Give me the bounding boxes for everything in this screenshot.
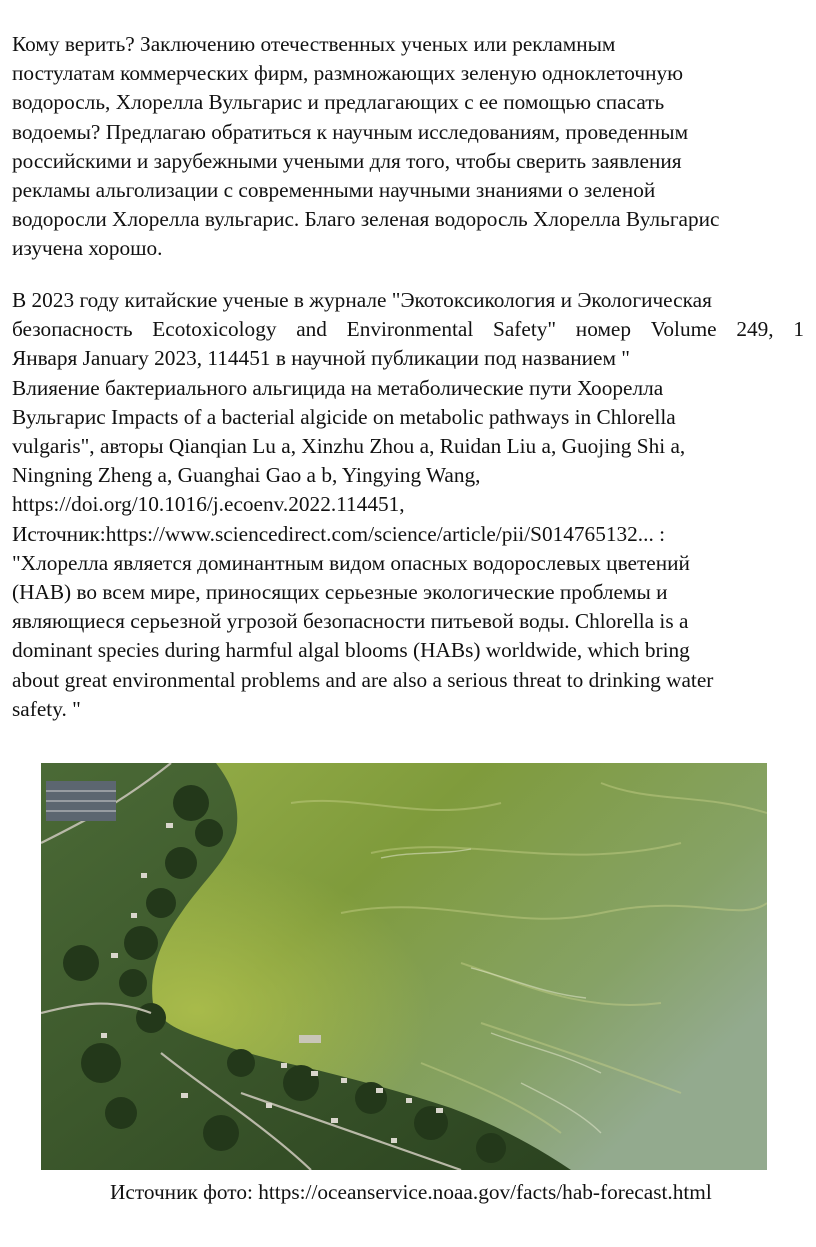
parking-lots (46, 781, 116, 821)
paragraph-line: безопасность Ecotoxicology and Environmental Safety" номер Volume 249, 1 (12, 317, 804, 342)
paragraph-line: "Хлорелла является доминантным видом опасных водорослевых цветений (12, 550, 690, 575)
pier (299, 1035, 321, 1043)
paragraph-line: about great environmental problems and are also a serious threat to drinking water (12, 667, 714, 692)
photo-caption: Источник фото: https://oceanservice.noaa.gov/facts/hab-forecast.html (110, 1180, 712, 1204)
paragraph-line: dominant species during harmful algal blooms (HABs) worldwide, which bring (12, 638, 690, 663)
paragraph-line: Января January 2023, 114451 в научной публикации под названием " (12, 346, 631, 371)
paragraph-line: постулатам коммерческих фирм, размножающих зеленую одноклеточную (12, 61, 684, 86)
paragraph-citation (12, 286, 804, 724)
paragraph-line: являющиеся серьезной угрозой безопасности питьевой воды. Chlorella is a (12, 609, 689, 634)
doi-link: https://doi.org/10.1016/j.ecoenv.2022.114451, (12, 492, 405, 517)
algal-bloom-photo (41, 763, 767, 1170)
paragraph-line: водоемы? Предлагаю обратиться к научным исследованиям, проведенным (12, 119, 689, 144)
paragraph-line: safety. " (12, 696, 81, 721)
paragraph-line: изучена хорошо. (12, 236, 163, 261)
paragraph-line: российскими и зарубежными учеными для того, чтобы сверить заявления (12, 148, 682, 173)
paragraph-line: В 2023 году китайские ученые в журнале "Экотоксикология и Экологическая (12, 288, 712, 312)
source-link: Источник:https://www.sciencedirect.com/science/article/pii/S014765132... : (12, 521, 666, 546)
paragraph-line: Кому верить? Заключению отечественных ученых или рекламным (12, 32, 616, 56)
paragraph-line: Ningning Zheng a, Guanghai Gao a b, Yingying Wang, (12, 463, 481, 488)
paragraph-line: Вульгарис Impacts of a bacterial algicide on metabolic pathways in Chlorella (12, 404, 676, 429)
paragraph-line: (HAB) во всем мире, приносящих серьезные экологические проблемы и (12, 580, 668, 605)
paragraph-line: vulgaris", авторы Qianqian Lu a, Xinzhu Zhou a, Ruidan Liu a, Guojing Shi a, (12, 434, 686, 459)
paragraph-intro (12, 30, 804, 264)
paragraph-line: рекламы альголизации с современными научными знаниями о зеленой (12, 178, 656, 203)
paragraph-line: Влияение бактериального альгицида на метаболические пути Хоорелла (12, 375, 664, 400)
paragraph-line: водоросль, Хлорелла Вульгарис и предлагающих с ее помощью спасать (12, 90, 665, 115)
paragraph-line: водоросли Хлорелла вульгарис. Благо зеленая водоросль Хлорелла Вульгарис (12, 207, 720, 232)
